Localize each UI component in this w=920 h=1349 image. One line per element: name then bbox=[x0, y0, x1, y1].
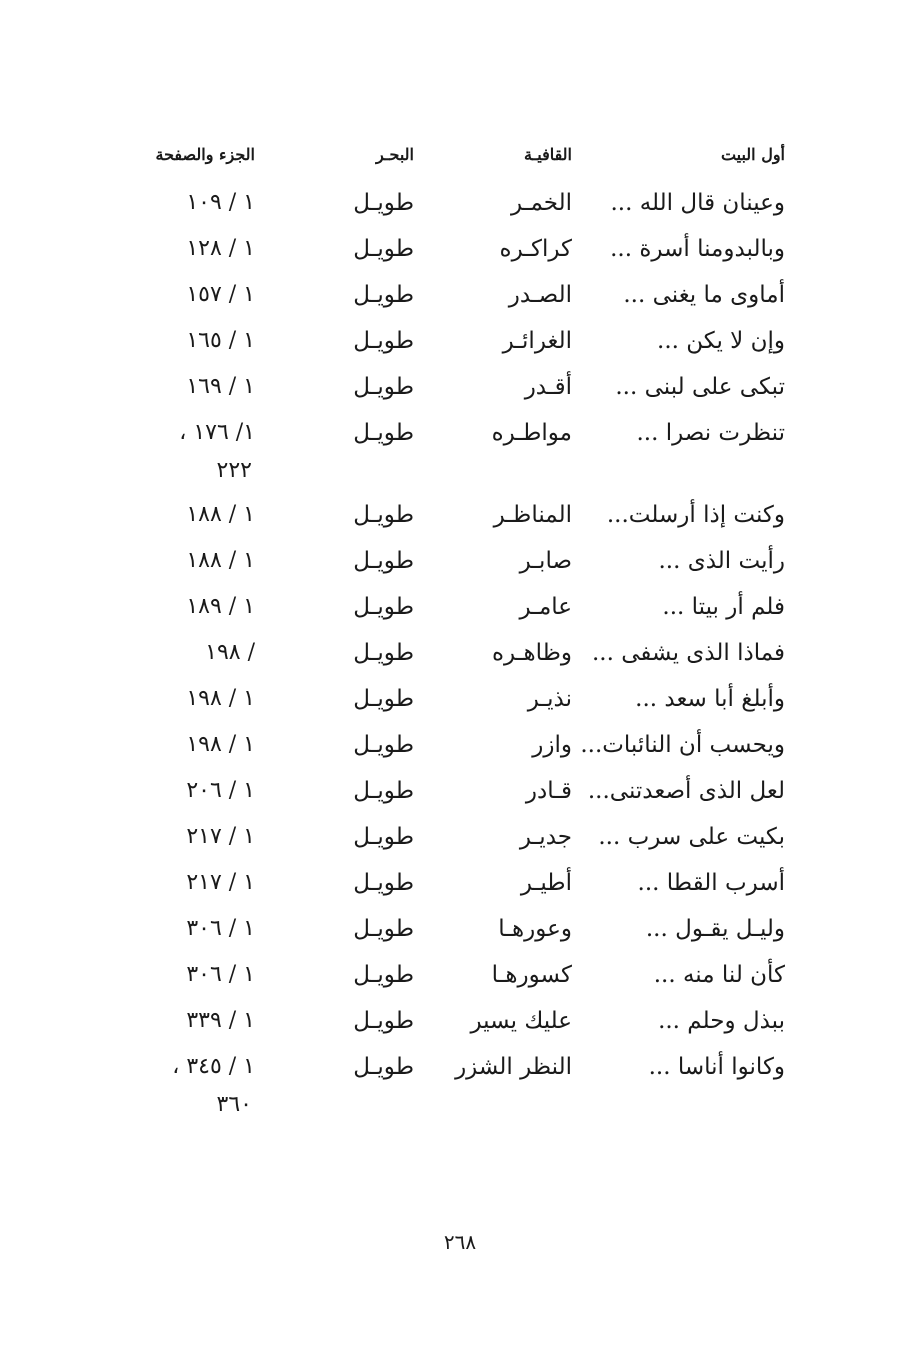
header-first-verse: أول البيت bbox=[720, 145, 785, 164]
rhyme-cell: النظر الشزر bbox=[455, 1054, 572, 1080]
meter-cell: طويـل bbox=[353, 824, 414, 850]
meter-cell: طويـل bbox=[353, 870, 414, 896]
first-verse-cell: وليـل يقـول ... bbox=[645, 916, 785, 942]
table-row bbox=[0, 364, 920, 410]
table-row-continuation bbox=[0, 456, 920, 492]
part-page-cell: ١ / ٢١٧ bbox=[186, 870, 255, 895]
table-row bbox=[0, 906, 920, 952]
meter-cell: طويـل bbox=[353, 502, 414, 528]
rhyme-cell: قـادر bbox=[525, 778, 572, 804]
table-row bbox=[0, 410, 920, 456]
rhyme-cell: وعورهـا bbox=[498, 916, 572, 942]
first-verse-cell: أسرب القطا ... bbox=[637, 870, 785, 896]
header-part-page: الجزء والصفحة bbox=[155, 145, 255, 164]
first-verse-cell: رأيت الذى ... bbox=[658, 548, 785, 574]
first-verse-cell: وإن لا يكن ... bbox=[657, 328, 785, 354]
table-row bbox=[0, 1044, 920, 1090]
table-row bbox=[0, 768, 920, 814]
rhyme-cell: المناظـر bbox=[493, 502, 572, 528]
rhyme-cell: جديـر bbox=[519, 824, 572, 850]
part-page-cell: ١ / ١٠٩ bbox=[186, 190, 255, 215]
first-verse-cell: أماوى ما يغنى ... bbox=[623, 282, 785, 308]
table-row bbox=[0, 492, 920, 538]
meter-cell: طويـل bbox=[353, 1008, 414, 1034]
table-row bbox=[0, 180, 920, 226]
rhyme-cell: عامـر bbox=[519, 594, 572, 620]
meter-cell: طويـل bbox=[353, 962, 414, 988]
rhyme-cell: كسورهـا bbox=[491, 962, 572, 988]
table-header bbox=[0, 138, 920, 180]
header-meter: البحـر bbox=[376, 145, 414, 164]
meter-cell: طويـل bbox=[353, 1054, 414, 1080]
meter-cell: طويـل bbox=[353, 686, 414, 712]
rhyme-cell: وازر bbox=[532, 732, 572, 758]
meter-cell: طويـل bbox=[353, 328, 414, 354]
part-page-cell: ١ / ٣٠٦ bbox=[186, 962, 255, 987]
first-verse-cell: وكانوا أناسا ... bbox=[648, 1054, 785, 1080]
table-row bbox=[0, 998, 920, 1044]
rhyme-cell: أقـدر bbox=[524, 374, 572, 400]
rhyme-cell: الصـدر bbox=[508, 282, 572, 308]
rhyme-cell: وظاهـره bbox=[491, 640, 572, 666]
first-verse-cell: ببذل وحلم ... bbox=[658, 1008, 785, 1034]
table-row bbox=[0, 722, 920, 768]
verse-index-table bbox=[0, 138, 920, 1126]
meter-cell: طويـل bbox=[353, 236, 414, 262]
meter-cell: طويـل bbox=[353, 640, 414, 666]
first-verse-cell: فلم أر بيتا ... bbox=[662, 594, 785, 620]
first-verse-cell: وعينان قال الله ... bbox=[610, 190, 785, 216]
first-verse-cell: وبالبدومنا أسرة ... bbox=[610, 236, 785, 262]
first-verse-cell: تنظرت نصرا ... bbox=[636, 420, 785, 446]
part-page-cell: ١ / ٣٤٥ ، bbox=[172, 1054, 255, 1079]
meter-cell: طويـل bbox=[353, 548, 414, 574]
meter-cell: طويـل bbox=[353, 190, 414, 216]
meter-cell: طويـل bbox=[353, 420, 414, 446]
table-row-continuation bbox=[0, 1090, 920, 1126]
part-page-cell: ١ / ١٨٨ bbox=[186, 502, 255, 527]
part-page-cell: ٣٦٠ bbox=[216, 1092, 252, 1117]
first-verse-cell: كأن لنا منه ... bbox=[653, 962, 785, 988]
first-verse-cell: لعل الذى أصعدتنى... bbox=[587, 778, 785, 804]
part-page-cell: ١ / ١٦٩ bbox=[186, 374, 255, 399]
table-row bbox=[0, 226, 920, 272]
part-page-cell: ١ / ١٦٥ bbox=[186, 328, 255, 353]
table-row bbox=[0, 584, 920, 630]
part-page-cell: ١ / ٣٠٦ bbox=[186, 916, 255, 941]
table-row bbox=[0, 814, 920, 860]
rhyme-cell: عليك يسير bbox=[470, 1008, 572, 1034]
part-page-cell: ١ / ١٨٩ bbox=[186, 594, 255, 619]
first-verse-cell: وأبلغ أبا سعد ... bbox=[635, 686, 785, 712]
table-row bbox=[0, 952, 920, 998]
table-row bbox=[0, 676, 920, 722]
rhyme-cell: صابـر bbox=[519, 548, 572, 574]
part-page-cell: / ١٩٨ bbox=[205, 640, 255, 665]
table-row bbox=[0, 538, 920, 584]
rhyme-cell: الخمـر bbox=[511, 190, 572, 216]
table-body bbox=[0, 180, 920, 1126]
meter-cell: طويـل bbox=[353, 916, 414, 942]
part-page-cell: ١ / ١٥٧ bbox=[186, 282, 255, 307]
table-row bbox=[0, 630, 920, 676]
header-rhyme: القافيـة bbox=[523, 145, 572, 164]
rhyme-cell: مواطـره bbox=[491, 420, 572, 446]
table-row bbox=[0, 272, 920, 318]
meter-cell: طويـل bbox=[353, 594, 414, 620]
rhyme-cell: نذيـر bbox=[527, 686, 572, 712]
part-page-cell: ١ / ٢٠٦ bbox=[186, 778, 255, 803]
first-verse-cell: وكنت إذا أرسلت... bbox=[606, 502, 785, 528]
part-page-cell: ١ / ٢١٧ bbox=[186, 824, 255, 849]
part-page-cell: ١ / ١٢٨ bbox=[186, 236, 255, 261]
rhyme-cell: أطيـر bbox=[520, 870, 572, 896]
rhyme-cell: الغرائـر bbox=[502, 328, 572, 354]
table-row bbox=[0, 860, 920, 906]
meter-cell: طويـل bbox=[353, 778, 414, 804]
part-page-cell: ١ / ١٩٨ bbox=[186, 686, 255, 711]
meter-cell: طويـل bbox=[353, 374, 414, 400]
first-verse-cell: تبكى على لبنى ... bbox=[615, 374, 785, 400]
first-verse-cell: ويحسب أن النائبات... bbox=[580, 732, 785, 758]
part-page-cell: ١/ ١٧٦ ، bbox=[179, 420, 255, 445]
meter-cell: طويـل bbox=[353, 282, 414, 308]
meter-cell: طويـل bbox=[353, 732, 414, 758]
page-number: ٢٦٨ bbox=[443, 1230, 477, 1254]
part-page-cell: ١ / ١٩٨ bbox=[186, 732, 255, 757]
table-row bbox=[0, 318, 920, 364]
first-verse-cell: بكيت على سرب ... bbox=[598, 824, 785, 850]
rhyme-cell: كراكـره bbox=[499, 236, 572, 262]
part-page-cell: ١ / ١٨٨ bbox=[186, 548, 255, 573]
part-page-cell: ٢٢٢ bbox=[216, 458, 252, 483]
part-page-cell: ١ / ٣٣٩ bbox=[186, 1008, 255, 1033]
first-verse-cell: فماذا الذى يشفى ... bbox=[592, 640, 785, 666]
